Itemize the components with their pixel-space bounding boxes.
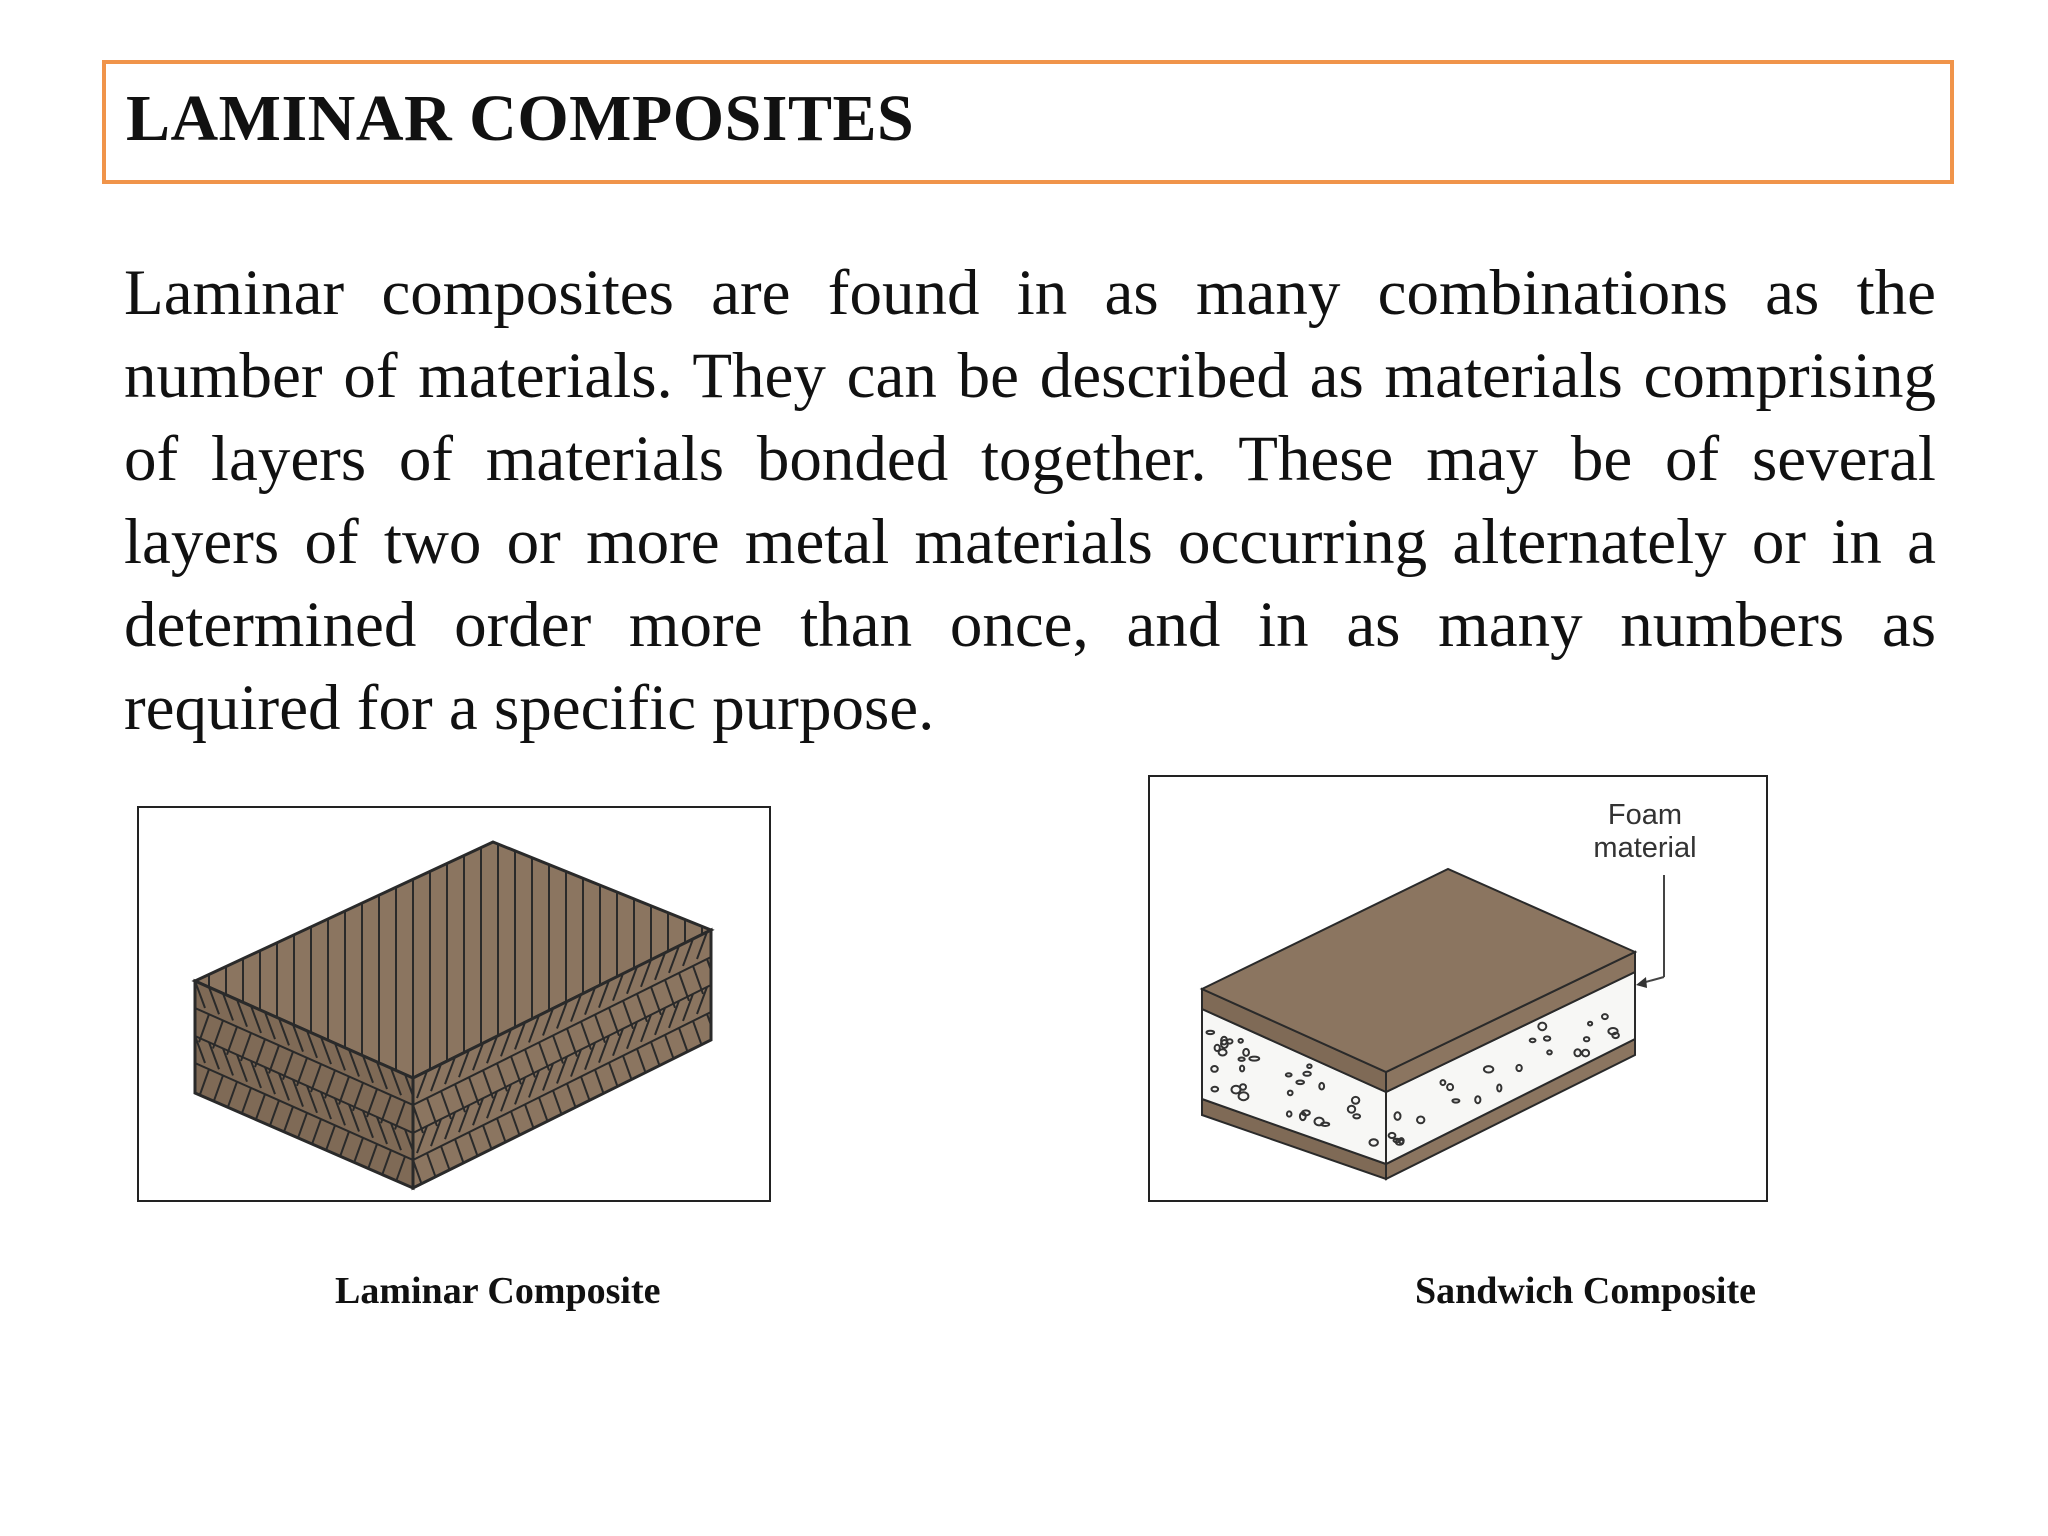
foam-material-callout bbox=[1580, 799, 1710, 865]
title-box bbox=[102, 60, 1954, 184]
slide-title: LAMINAR COMPOSITES bbox=[126, 82, 915, 155]
sandwich-composite-figure bbox=[1148, 775, 1768, 1202]
foam-label-line1: Foam bbox=[1607, 799, 1683, 831]
body-paragraph: Laminar composites are found in as many combinations as the number of materials. They can be described as materials comprising of layers of materials bonded together. These may be of several layers of two or more metal materials occurring alternately or in a determined order more than once, and in as many numbers as required for a specific purpose. bbox=[124, 257, 1936, 744]
laminar-composite-figure bbox=[137, 806, 771, 1202]
laminar-composite-illustration bbox=[139, 808, 773, 1204]
foam-label-line2: material bbox=[1593, 832, 1697, 864]
laminar-composite-caption: Laminar Composite bbox=[335, 1270, 661, 1312]
sandwich-composite-caption: Sandwich Composite bbox=[1415, 1270, 1756, 1312]
